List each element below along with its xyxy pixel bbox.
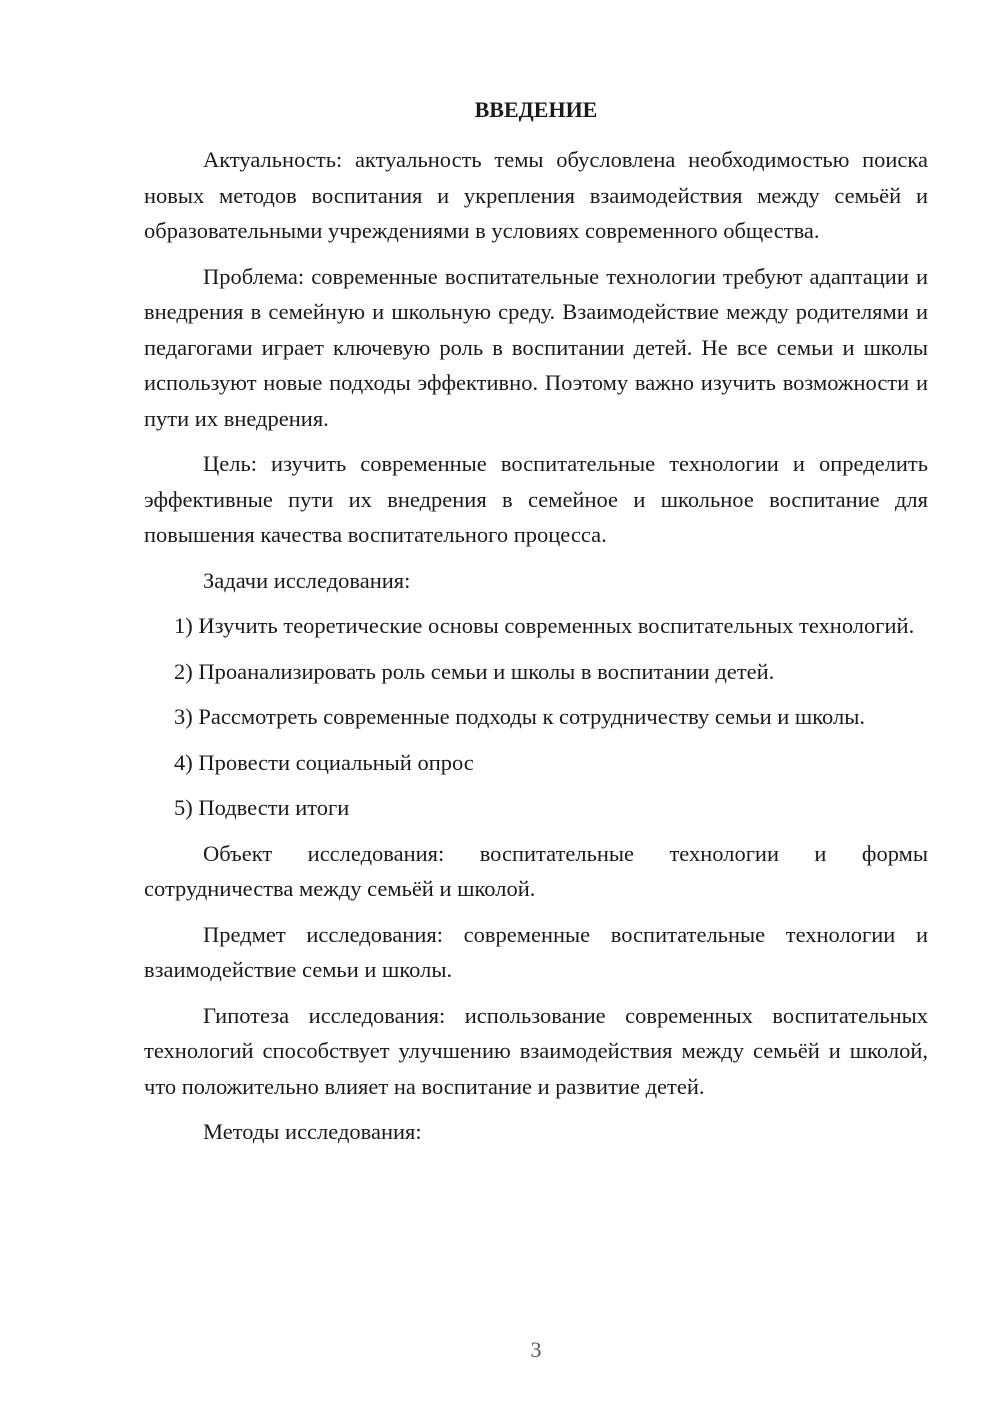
task-item-1: 1) Изучить теоретические основы современных воспитательных технологий. [174, 613, 915, 638]
task-item-5: 5) Подвести итоги [174, 795, 350, 820]
hypothesis-paragraph: Гипотеза исследования: использование современных воспитательных технологий способствует улучшению взаимодействия между семьёй и школой, что положительно влияет на воспитание и развитие детей. [144, 1002, 928, 1099]
task-item-2: 2) Проанализировать роль семьи и школы в воспитании детей. [174, 658, 775, 684]
goal-paragraph: Цель: изучить современные воспитательные технологии и определить эффективные пути их внедрения в семейное и школьное воспитание для повышения качества воспитательного процесса. [144, 451, 928, 547]
tasks-title: Задачи исследования: [203, 567, 411, 593]
page-number: 3 [530, 1337, 542, 1362]
relevance-paragraph: Актуальность: актуальность темы обусловлена необходимостью поиска новых методов воспитания и укрепления взаимодействия между семьёй и образовательными учреждениями в условиях современного общества. [144, 147, 928, 243]
page-content [144, 92, 928, 1150]
object-paragraph: Объект исследования: воспитательные технологии и формы сотрудничества между семьёй и школой. [144, 840, 928, 901]
subject-paragraph: Предмет исследования: современные воспитательные технологии и взаимодействие семьи и школы. [144, 921, 928, 982]
methods-title: Методы исследования: [203, 1119, 422, 1144]
task-item-4: 4) Провести социальный опрос [174, 749, 474, 775]
task-item-3: 3) Рассмотреть современные подходы к сотрудничеству семьи и школы. [174, 704, 865, 729]
problem-paragraph: Проблема: современные воспитательные технологии требуют адаптации и внедрения в семейную и школьную среду. Взаимодействие между родителями и педагогами играет ключевую роль в воспитании детей. Не все семьи и школы используют новые подходы эффективно. Поэтому важно изучить возможности и пути их внедрения. [144, 263, 928, 431]
section-heading: ВВЕДЕНИЕ [474, 97, 598, 122]
